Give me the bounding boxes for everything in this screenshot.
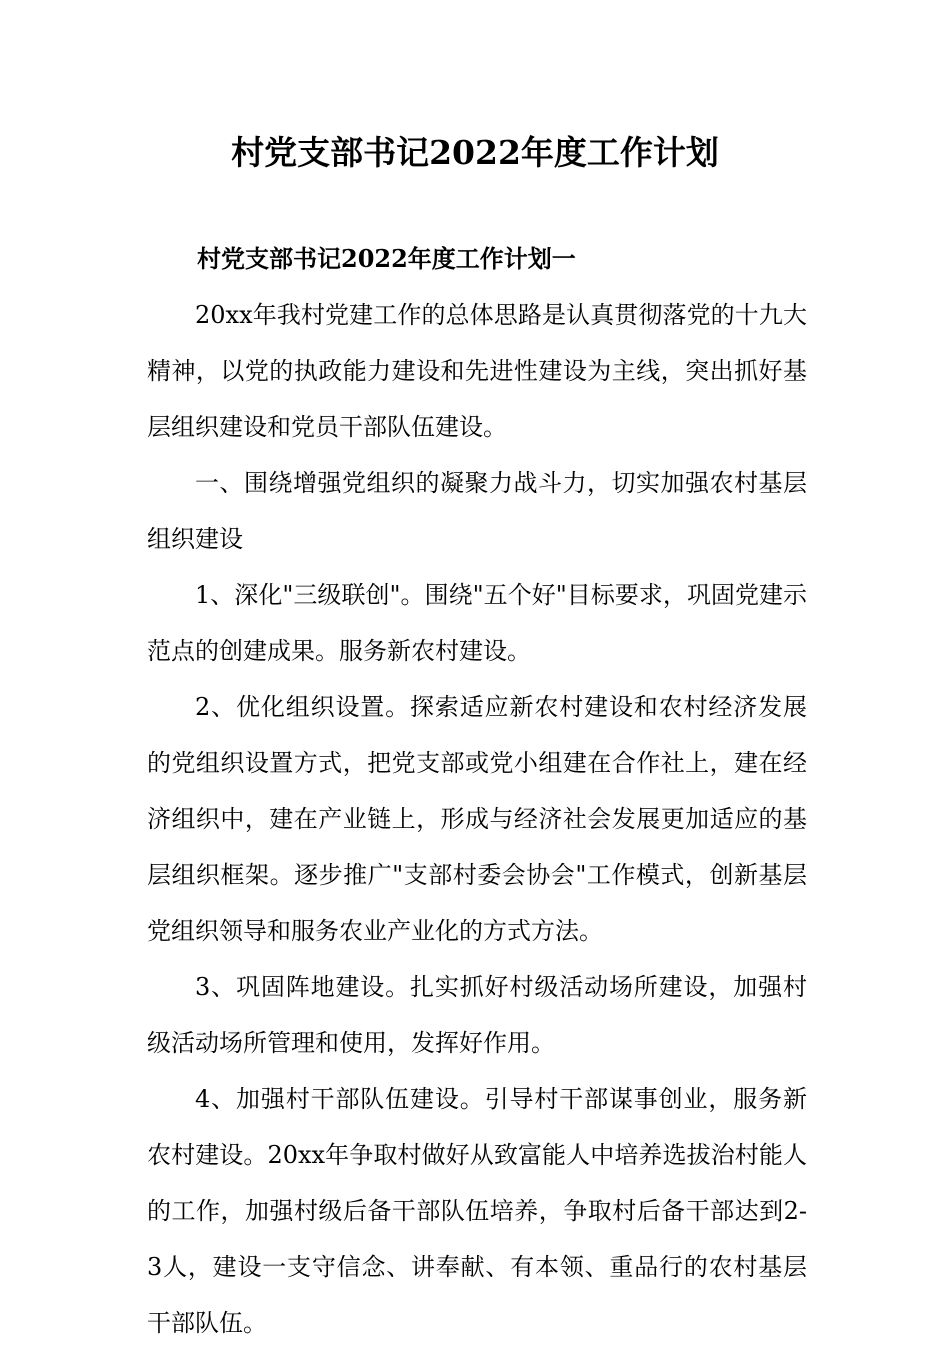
paragraph-section-one-heading: 一、围绕增强党组织的凝聚力战斗力，切实加强农村基层组织建设	[147, 469, 807, 553]
document-title: 村党支部书记2022年度工作计划	[231, 133, 719, 172]
paragraph-item-4: 4、加强村干部队伍建设。引导村干部谋事创业，服务新农村建设。20xx年争取村做好从致富能人中培养选拔治村能人的工作，加强村级后备干部队伍培养，争取村后备干部达到2-3人，建设一支守信念、讲奉献、有本领、重品行的农村基层干部队伍。	[147, 1085, 807, 1337]
paragraph-overview: 20xx年我村党建工作的总体思路是认真贯彻落党的十九大精神，以党的执政能力建设和先进性建设为主线，突出抓好基层组织建设和党员干部队伍建设。	[147, 301, 807, 441]
paragraph-item-1: 1、深化"三级联创"。围绕"五个好"目标要求，巩固党建示范点的创建成果。服务新农村建设。	[147, 581, 807, 665]
document-body	[147, 231, 807, 1351]
section-heading: 村党支部书记2022年度工作计划一	[197, 244, 576, 273]
paragraph-item-2: 2、优化组织设置。探索适应新农村建设和农村经济发展的党组织设置方式，把党支部或党小组建在合作社上，建在经济组织中，建在产业链上，形成与经济社会发展更加适应的基层组织框架。逐步推广"支部村委会协会"工作模式，创新基层党组织领导和服务农业产业化的方式方法。	[147, 693, 807, 945]
paragraph-item-3: 3、巩固阵地建设。扎实抓好村级活动场所建设，加强村级活动场所管理和使用，发挥好作用。	[147, 973, 807, 1057]
